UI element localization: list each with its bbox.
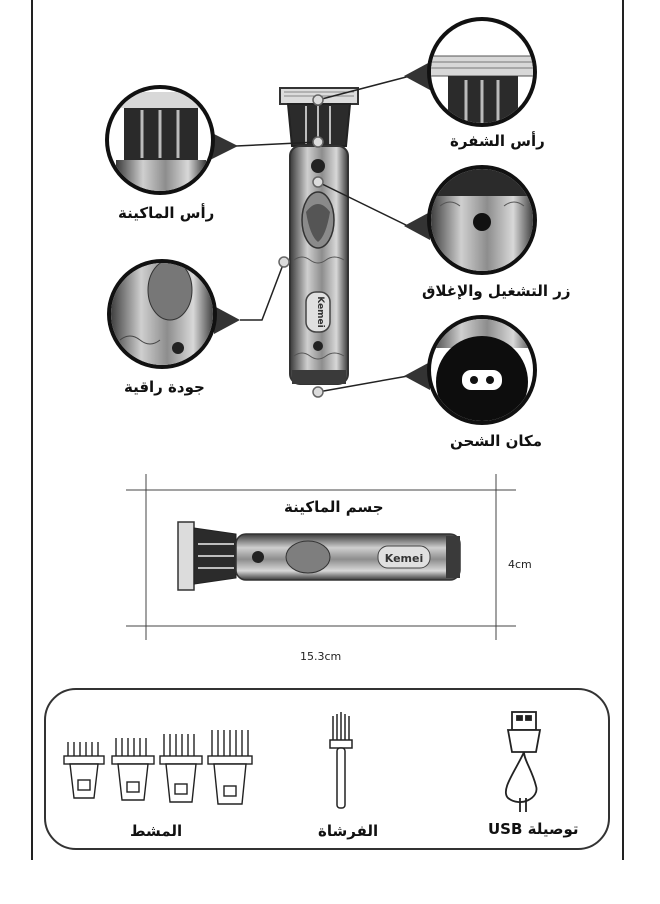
callout-dot-port xyxy=(313,387,323,397)
label-comb: المشط xyxy=(130,822,183,840)
label-charging-port: مكان الشحن xyxy=(450,432,543,450)
dimension-width: 4cm xyxy=(508,558,532,571)
brand-text-horizontal: Kemei xyxy=(384,552,424,565)
label-brush: الفرشاة xyxy=(318,822,379,840)
label-premium-quality: جودة راقية xyxy=(124,378,205,396)
zoom-machine-head xyxy=(105,85,238,200)
label-machine-body: جسم الماكينة xyxy=(284,498,384,516)
zoom-premium-quality xyxy=(107,259,240,369)
label-blade-head: رأس الشفرة xyxy=(450,132,545,150)
label-usb-cable: توصيلة USB xyxy=(488,820,579,838)
zoom-blade-head xyxy=(404,17,537,136)
dimension-length: 15.3cm xyxy=(300,650,342,663)
label-power-button: زر التشغيل والإغلاق xyxy=(422,282,571,300)
label-machine-head: رأس الماكينة xyxy=(118,204,215,222)
brand-text-vertical: Kemei xyxy=(315,296,325,328)
callout-dot-button xyxy=(313,177,323,187)
trimmer-horizontal xyxy=(178,522,460,590)
callout-dot-blade xyxy=(313,95,323,105)
zoom-charging-port xyxy=(404,315,537,428)
callout-dot-quality xyxy=(279,257,289,267)
zoom-power-button xyxy=(404,165,537,276)
callout-dot-head xyxy=(313,137,323,147)
trimmer-vertical xyxy=(280,88,358,384)
